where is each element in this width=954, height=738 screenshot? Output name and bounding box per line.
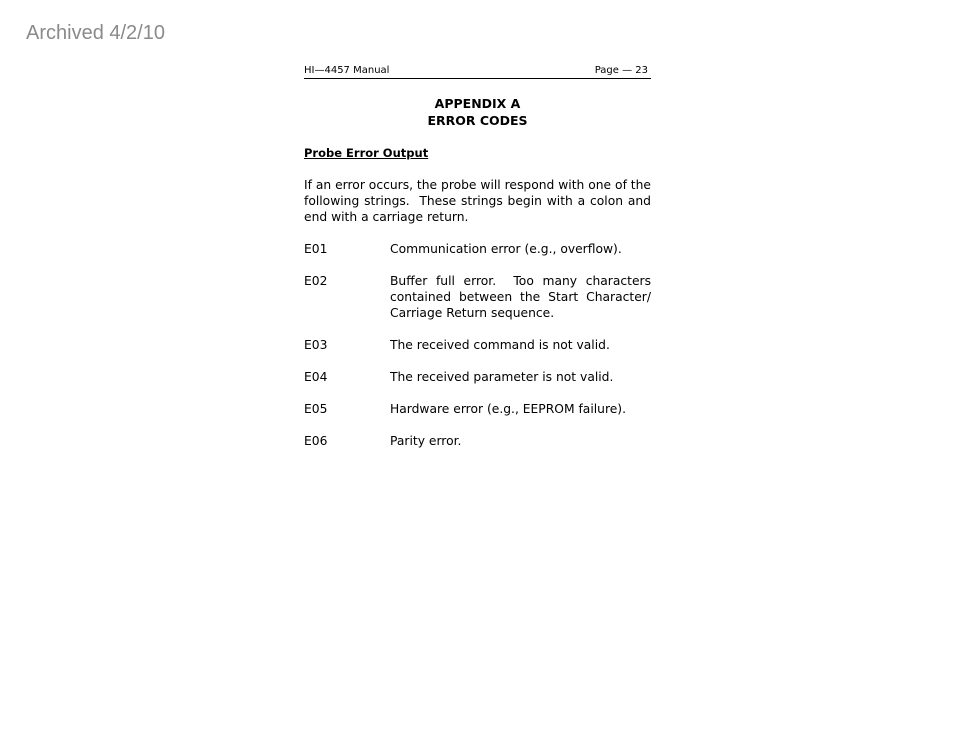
error-code: E03: [304, 338, 328, 352]
error-code: E01: [304, 242, 328, 256]
error-code: E02: [304, 274, 328, 288]
page-number: Page — 23: [594, 65, 648, 76]
error-code: E06: [304, 434, 328, 448]
manual-page: [304, 64, 655, 449]
error-description: Parity error.: [390, 434, 462, 448]
intro-paragraph: If an error occurs, the probe will respond with one of the following strings. These strings begin with a colon and end with a carriage return.: [304, 178, 655, 224]
document-name: HI—4457 Manual: [304, 65, 390, 76]
error-description: Communication error (e.g., overflow).: [390, 242, 622, 256]
error-description: Buffer full error. Too many characters contained between the Start Character/ Carriage Return sequence.: [390, 274, 655, 320]
error-description: The received parameter is not valid.: [390, 370, 614, 384]
error-row-e01: [304, 241, 651, 257]
error-code: E05: [304, 402, 328, 416]
error-code: E04: [304, 370, 328, 384]
archived-stamp: Archived 4/2/10: [26, 22, 165, 44]
error-description: The received command is not valid.: [390, 338, 610, 352]
error-description: Hardware error (e.g., EEPROM failure).: [390, 402, 627, 416]
error-row-e02: [304, 273, 655, 321]
error-row-e03: [304, 337, 651, 353]
error-row-e04: [304, 369, 651, 385]
appendix-title-line1: APPENDIX A: [434, 96, 521, 111]
error-row-e05: [304, 401, 651, 417]
section-heading: Probe Error Output: [304, 146, 429, 160]
appendix-title-line2: ERROR CODES: [427, 113, 528, 128]
appendix-title: [304, 95, 651, 129]
error-row-e06: [304, 433, 651, 449]
page-header: [304, 64, 651, 79]
